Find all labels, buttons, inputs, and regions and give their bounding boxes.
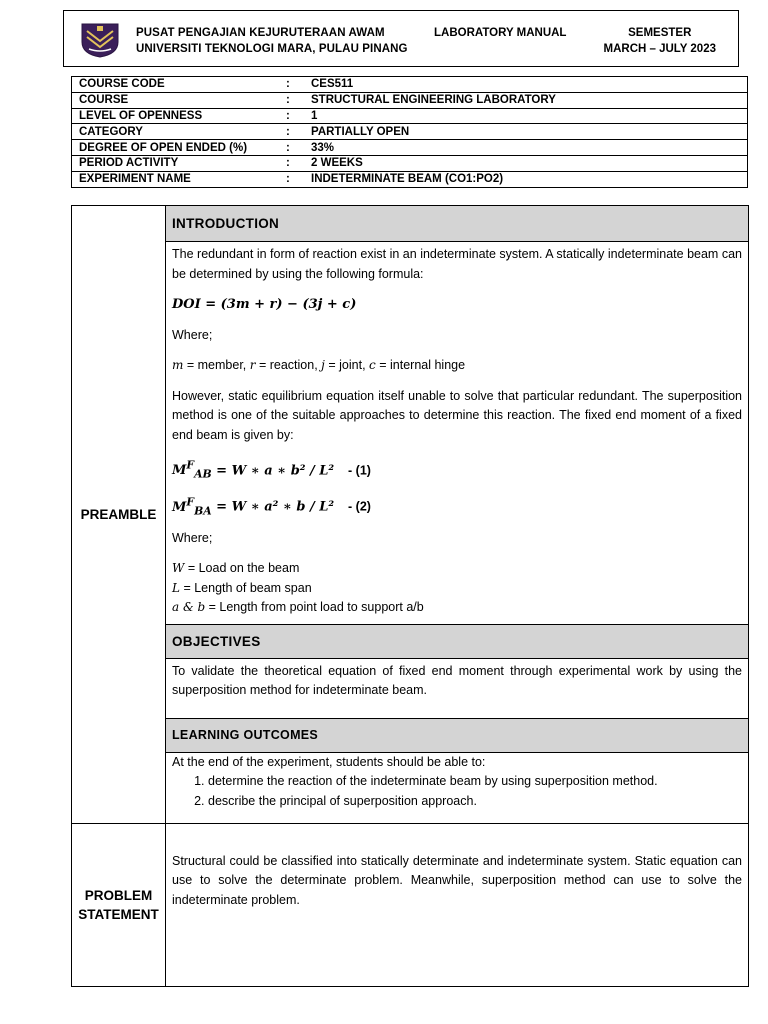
learning-outcomes-list xyxy=(172,772,742,811)
list-item: 1. determine the reaction of the indeterminate beam by using superposition method. xyxy=(208,772,742,792)
var-W-line: W = Load on the beam xyxy=(172,561,300,576)
var-r: r xyxy=(249,358,256,372)
problem-label-line-2: STATEMENT xyxy=(78,906,159,922)
eq2-tag: - (2) xyxy=(348,499,371,514)
var-c-text: = internal hinge xyxy=(375,358,466,372)
colon: : xyxy=(284,171,304,187)
var-m-text: = member, xyxy=(183,358,250,372)
colon: : xyxy=(284,140,304,156)
eq2-lhs: $M^F_{BA}$ xyxy=(172,495,212,518)
colon: : xyxy=(284,108,304,124)
var-c: c xyxy=(369,358,376,372)
var-j-text: = joint, xyxy=(324,358,370,372)
course-info-table xyxy=(71,76,748,188)
doi-variables xyxy=(172,356,742,376)
colon: : xyxy=(284,77,304,93)
course-value: STRUCTURAL ENGINEERING LABORATORY xyxy=(304,92,748,108)
introduction-heading: INTRODUCTION xyxy=(166,206,749,242)
category-label: CATEGORY xyxy=(72,124,285,140)
problem-statement-label xyxy=(72,823,166,986)
colon: : xyxy=(284,92,304,108)
colon: : xyxy=(284,155,304,171)
introduction-paragraph-1: The redundant in form of reaction exist in an indeterminate system. A statically indeterminate beam can be determined by using the following formula: xyxy=(172,247,742,281)
course-label: COURSE xyxy=(72,92,285,108)
institution-line-2: UNIVERSITI TEKNOLOGI MARA, PULAU PINANG xyxy=(136,43,408,55)
objectives-heading: OBJECTIVES xyxy=(166,624,749,658)
experiment-name-value: INDETERMINATE BEAM (CO1:PO2) xyxy=(304,171,748,187)
semester-value: MARCH – JULY 2023 xyxy=(603,43,716,55)
manual-title: LABORATORY MANUAL xyxy=(434,27,567,39)
introduction-body xyxy=(166,242,749,625)
var-r-text: = reaction, xyxy=(255,358,322,372)
problem-label-line-1: PROBLEM xyxy=(84,887,153,903)
table-row xyxy=(72,124,748,140)
list-item: 2. describe the principal of superposition approach. xyxy=(208,792,742,812)
table-row xyxy=(72,108,748,124)
doi-formula: DOI = (3m + r) − (3j + c) xyxy=(172,297,357,312)
institution-line-1: PUSAT PENGAJIAN KEJURUTERAAN AWAM xyxy=(136,27,385,39)
course-code-value: CES511 xyxy=(304,77,748,93)
category-value: PARTIALLY OPEN xyxy=(304,124,748,140)
eq2-rhs: = W ∗ a² ∗ b / L² xyxy=(211,499,335,515)
uitm-logo-icon xyxy=(80,22,120,58)
openness-value: 1 xyxy=(304,108,748,124)
period-label: PERIOD ACTIVITY xyxy=(72,155,285,171)
table-row xyxy=(72,92,748,108)
learning-outcomes-heading: LEARNING OUTCOMES xyxy=(166,718,749,752)
var-j: j xyxy=(321,358,325,372)
semester-info xyxy=(604,25,717,57)
openness-label: LEVEL OF OPENNESS xyxy=(72,108,285,124)
course-code-label: COURSE CODE xyxy=(72,77,285,93)
open-ended-value: 33% xyxy=(304,140,748,156)
institution-name xyxy=(136,25,408,57)
experiment-name-label: EXPERIMENT NAME xyxy=(72,171,285,187)
var-m: m xyxy=(172,358,184,372)
table-row xyxy=(72,171,748,187)
eq1-tag: - (1) xyxy=(348,463,371,478)
learning-outcomes-intro: At the end of the experiment, students should be able to: xyxy=(172,754,486,769)
objectives-text: To validate the theoretical equation of fixed end moment through experimental work by using the superposition method for indeterminate beam. xyxy=(166,658,749,718)
table-row xyxy=(72,155,748,171)
introduction-paragraph-2: However, static equilibrium equation itself unable to solve that particular redundant. The superposition method is one of the suitable approaches to determine this reaction. The fixed end moment of a fixed end beam is given by: xyxy=(172,388,742,442)
equation-1 xyxy=(172,456,742,484)
equation-2 xyxy=(172,492,742,520)
learning-outcomes-body xyxy=(166,752,749,823)
var-ab-line: a & b = Length from point load to support a/b xyxy=(172,600,424,615)
open-ended-label: DEGREE OF OPEN ENDED (%) xyxy=(72,140,285,156)
where-label-2: Where; xyxy=(172,530,213,545)
page-header xyxy=(63,10,739,67)
period-value: 2 WEEKS xyxy=(304,155,748,171)
colon: : xyxy=(284,124,304,140)
where-label-1: Where; xyxy=(172,327,213,342)
table-row xyxy=(72,140,748,156)
semester-label: SEMESTER xyxy=(628,27,692,39)
content-table xyxy=(71,205,749,987)
var-L-line: L = Length of beam span xyxy=(172,580,312,595)
table-row xyxy=(72,77,748,93)
eq1-lhs: $M^F_{AB}$ xyxy=(172,459,212,481)
eq1-rhs: = W ∗ a ∗ b² / L² xyxy=(211,463,335,479)
problem-statement-text: Structural could be classified into statically determinate and indeterminate system. Static equation can use to solve the determinate problem. Meanwhile, superposition method can use to solve the indeterminate problem. xyxy=(166,823,749,986)
preamble-label: PREAMBLE xyxy=(72,206,166,824)
